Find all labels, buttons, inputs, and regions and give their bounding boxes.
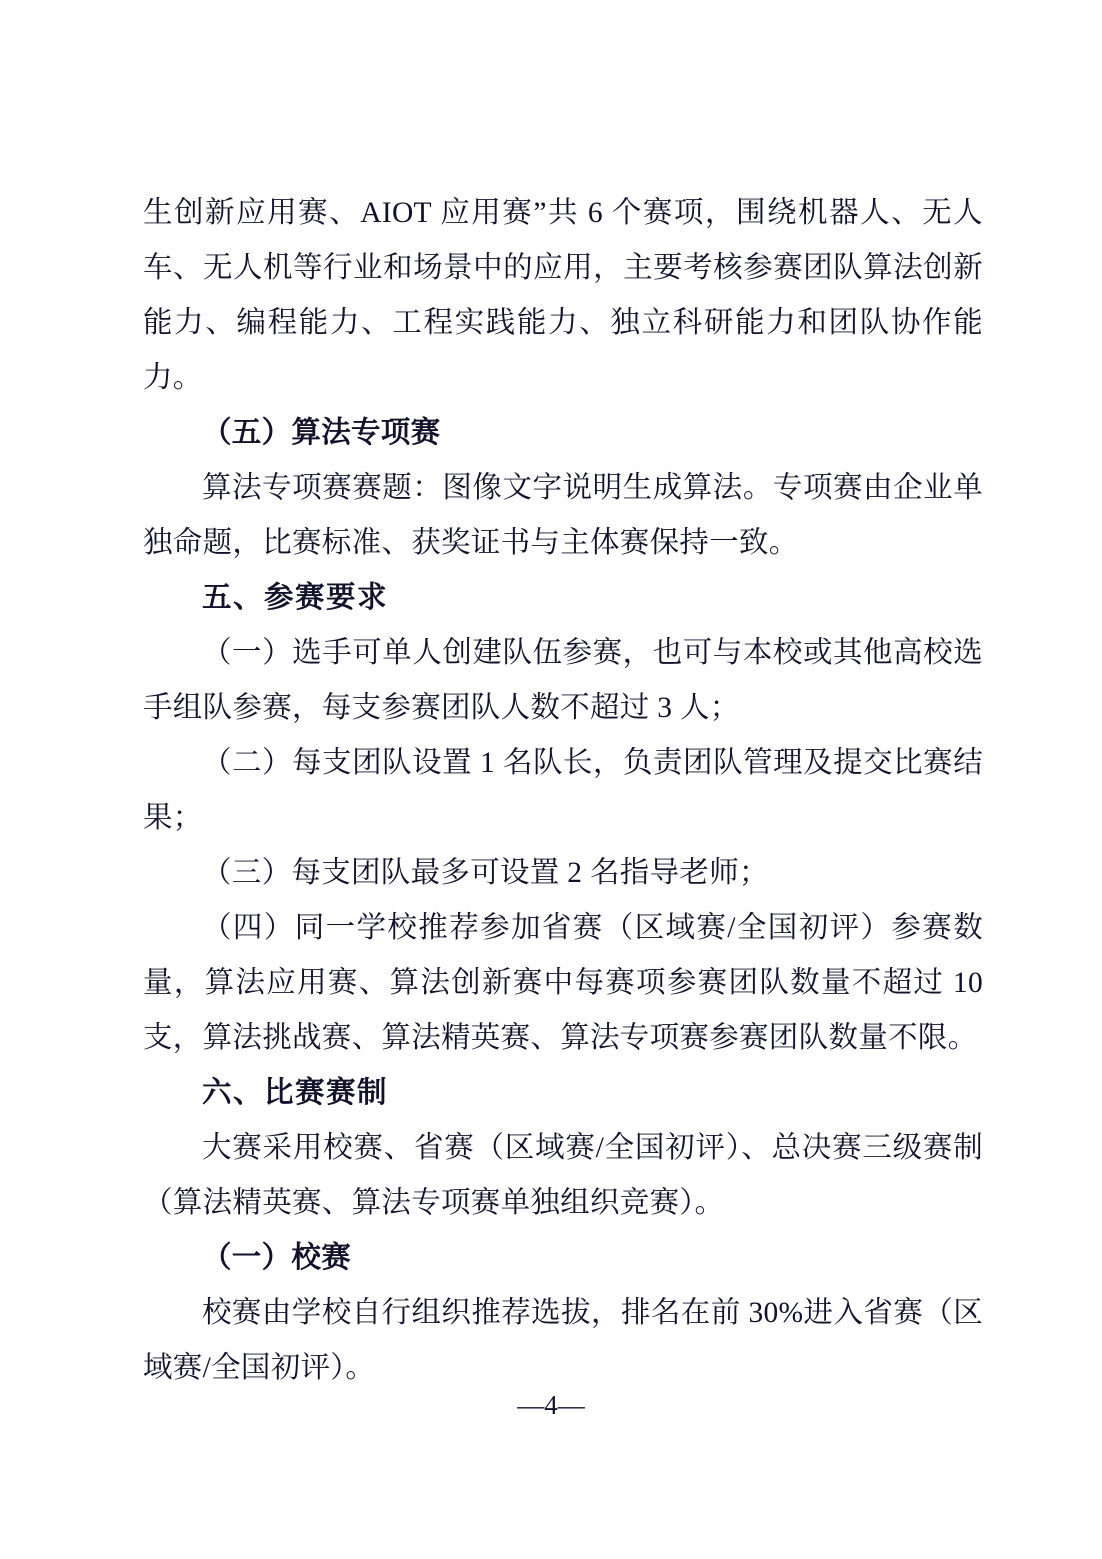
page-number: —4— <box>517 1390 585 1420</box>
paragraph-requirement-four: （四）同一学校推荐参加省赛（区域赛/全国初评）参赛数量，算法应用赛、算法创新赛中每赛项参赛团队数量不超过 10 支，算法挑战赛、算法精英赛、算法专项赛参赛团队数量不限。 <box>143 912 983 1054</box>
paragraph-section-five-body: 算法专项赛赛题：图像文字说明生成算法。专项赛由企业单独命题，比赛标准、获奖证书与主体赛保持一致。 <box>143 472 983 559</box>
subheading-section-five-item: （五）算法专项赛 <box>202 417 441 449</box>
document-body <box>143 186 983 1396</box>
paragraph-format-body: 大赛采用校赛、省赛（区域赛/全国初评）、总决赛三级赛制（算法精英赛、算法专项赛单独组织竞赛）。 <box>143 1132 983 1219</box>
paragraph-requirement-one: （一）选手可单人创建队伍参赛，也可与本校或其他高校选手组队参赛，每支参赛团队人数不超过 3 人； <box>143 637 983 724</box>
paragraph-continued: 生创新应用赛、AIOT 应用赛”共 6 个赛项，围绕机器人、无人车、无人机等行业和场景中的应用，主要考核参赛团队算法创新能力、编程能力、工程实践能力、独立科研能力和团队协作能力。 <box>143 197 983 394</box>
paragraph-school-round-body: 校赛由学校自行组织推荐选拔，排名在前 30%进入省赛（区域赛/全国初评）。 <box>143 1297 983 1384</box>
heading-participation-requirements: 五、参赛要求 <box>202 582 389 614</box>
heading-competition-format: 六、比赛赛制 <box>202 1077 389 1109</box>
subheading-school-round: （一）校赛 <box>202 1242 352 1274</box>
paragraph-requirement-two: （二）每支团队设置 1 名队长，负责团队管理及提交比赛结果； <box>143 747 983 834</box>
paragraph-requirement-three: （三）每支团队最多可设置 2 名指导老师； <box>202 857 769 889</box>
